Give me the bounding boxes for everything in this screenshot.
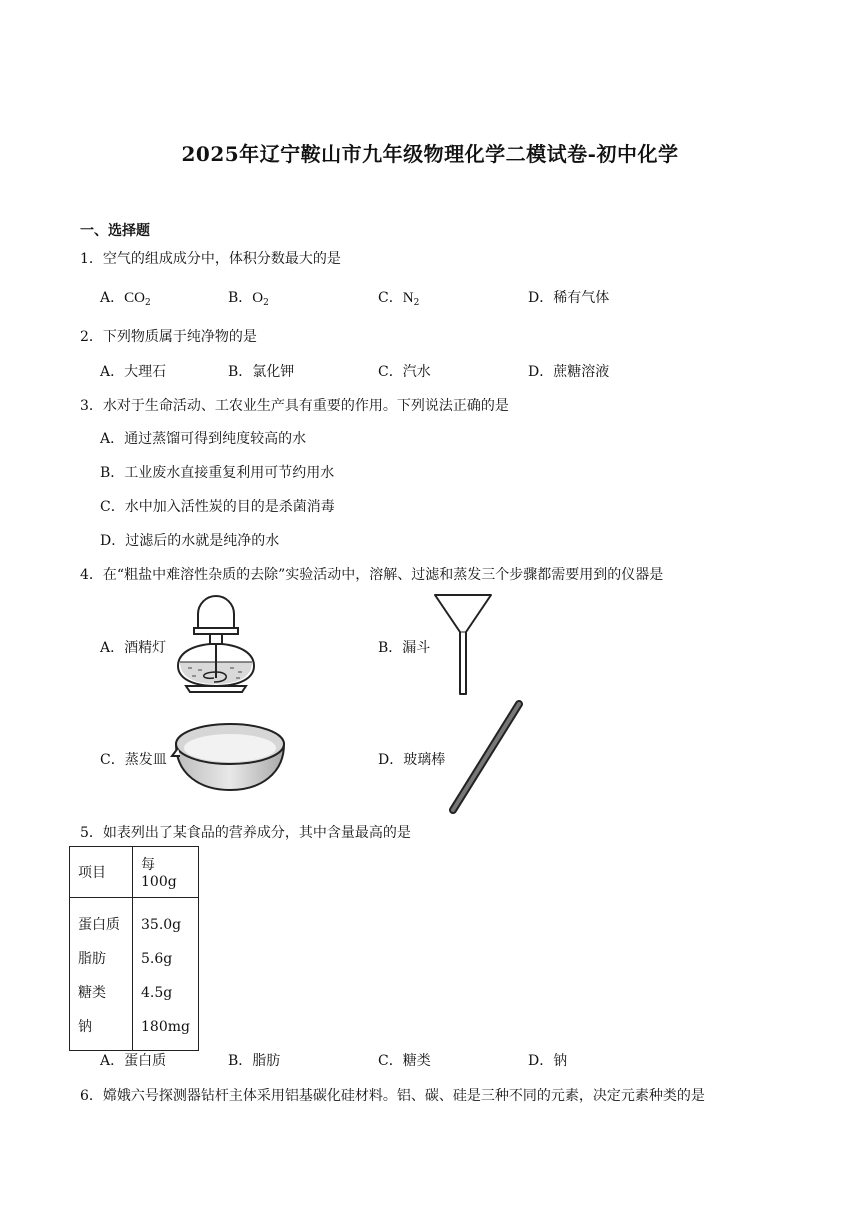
option-letter: B． [228,290,253,306]
q1-option-c [378,287,419,308]
q4-option-c: C．蒸发皿 [100,752,167,768]
q4-option-a: A．酒精灯 [100,640,167,656]
table-item: 蛋白质 [78,917,120,933]
table-header: 每 100g [133,847,199,898]
question-1-stem: 1．空气的组成成分中，体积分数最大的是 [80,251,341,267]
table-value: 180mg [141,1019,190,1035]
q3-option-b: B．工业废水直接重复利用可节约用水 [100,465,335,481]
q5-option-c: C．糖类 [378,1053,431,1069]
q4-option-b: B．漏斗 [378,640,431,656]
table-row [70,898,199,1051]
q3-option-a: A．通过蒸馏可得到纯度较高的水 [100,431,307,447]
formula: CO [124,290,145,306]
funnel-icon [432,592,494,696]
evaporating-dish-icon [170,720,288,792]
formula-subscript: 2 [144,298,151,308]
formula-subscript: 2 [413,298,420,308]
glass-rod-icon [445,698,525,816]
question-6-stem: 6．嫦娥六号探测器钻杆主体采用铝基碳化硅材料。铝、碳、硅是三种不同的元素，决定元素种类的是 [80,1088,705,1104]
option-letter: A． [100,290,125,306]
table-item: 钠 [78,1019,92,1035]
q4-option-d: D．玻璃棒 [378,752,446,768]
q1-option-d: D．稀有气体 [528,290,610,306]
q2-option-d: D．蔗糖溶液 [528,364,610,380]
q2-option-a: A．大理石 [100,364,167,380]
table-header: 项目 [70,847,133,898]
q5-option-d: D．钠 [528,1053,568,1069]
q3-option-c: C．水中加入活性炭的目的是杀菌消毒 [100,499,335,515]
formula-subscript: 2 [263,298,269,308]
table-cell-items [70,898,133,1051]
q3-option-d: D．过滤后的水就是纯净的水 [100,533,280,549]
page-title: 2025年辽宁鞍山市九年级物理化学二模试卷-初中化学 [181,142,679,166]
question-2-stem: 2．下列物质属于纯净物的是 [80,329,257,345]
table-value: 5.6g [141,951,173,967]
q1-option-a [100,287,151,308]
formula: N [402,290,414,306]
question-3-stem: 3．水对于生命活动、工农业生产具有重要的作用。下列说法正确的是 [80,398,509,414]
q2-option-b: B．氯化钾 [228,364,295,380]
table-value: 35.0g [141,917,182,933]
section-heading: 一、选择题 [80,223,150,239]
q5-option-a: A．蛋白质 [100,1053,167,1069]
q2-option-c: C．汽水 [378,364,431,380]
table-item: 脂肪 [78,951,106,967]
alcohol-lamp-icon [170,592,262,694]
q1-option-b [228,287,269,308]
question-5-stem: 5．如表列出了某食品的营养成分，其中含量最高的是 [80,825,411,841]
question-4-stem: 4．在“粗盐中难溶性杂质的去除”实验活动中，溶解、过滤和蒸发三个步骤都需要用到的仪器是 [80,567,664,583]
q5-option-b: B．脂肪 [228,1053,281,1069]
nutrition-table [69,846,199,1051]
formula: O [252,290,264,306]
table-value: 4.5g [141,985,173,1001]
table-cell-values [133,898,199,1051]
option-letter: C． [378,290,403,306]
table-item: 糖类 [78,985,106,1001]
table-header-row [70,847,199,898]
